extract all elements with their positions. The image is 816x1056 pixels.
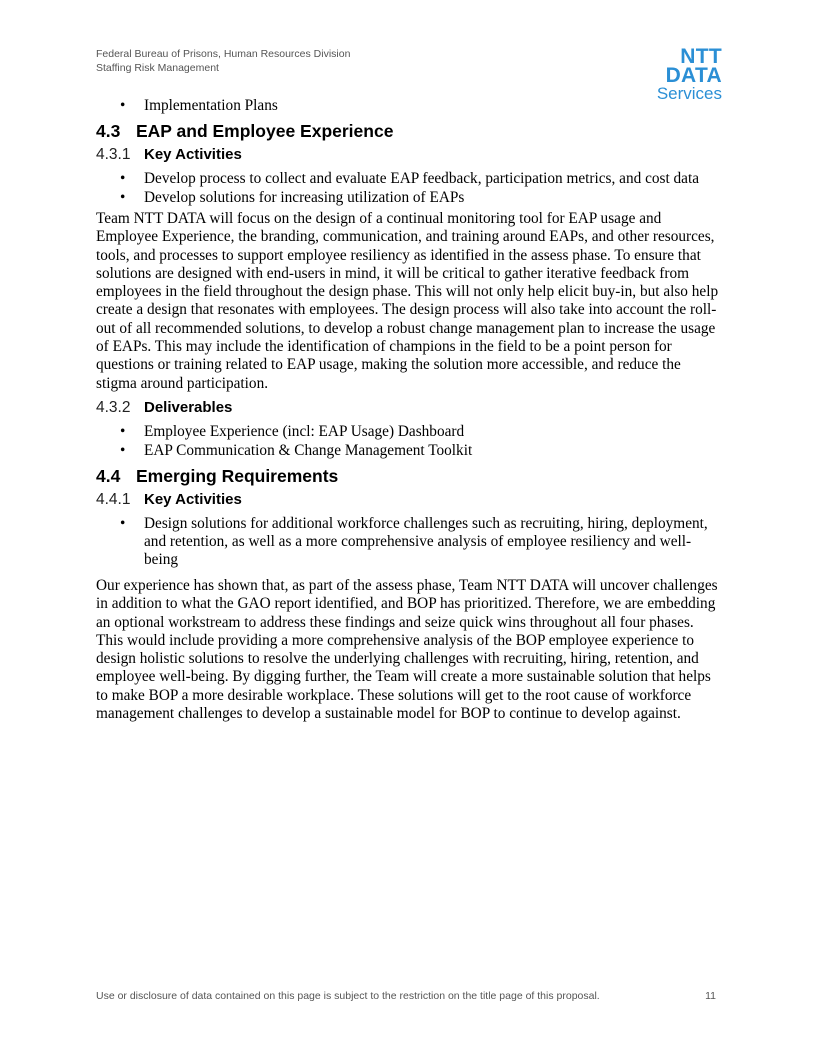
subsection-title: Key Activities <box>144 146 242 163</box>
header-org-line2: Staffing Risk Management <box>96 61 219 74</box>
subsection-title: Deliverables <box>144 398 233 416</box>
section-number: 4.3 <box>96 121 121 141</box>
subsection-number: 4.4.1 <box>96 490 131 508</box>
list-item: • Develop solutions for increasing utilization of EAPs <box>96 189 720 207</box>
document-body <box>96 97 720 723</box>
subsection-heading-4-3-2 <box>96 398 720 418</box>
subsection-heading-4-4-1 <box>96 490 720 510</box>
footer-notice: Use or disclosure of data contained on this page is subject to the restriction on the title page of this proposal. <box>96 990 600 1002</box>
list-item: • Employee Experience (incl: EAP Usage) Dashboard <box>96 423 720 441</box>
key-activities-list-4-4 <box>96 515 720 569</box>
section-heading-4-4 <box>96 465 720 487</box>
subsection-number: 4.3.2 <box>96 398 131 416</box>
key-activities-list-4-3 <box>96 170 720 207</box>
section-title: Emerging Requirements <box>136 465 339 486</box>
list-item: • Implementation Plans <box>96 97 720 115</box>
subsection-heading-4-3-1 <box>96 145 720 165</box>
section-title: EAP and Employee Experience <box>136 121 394 141</box>
logo-line2: Services <box>656 84 722 103</box>
deliverables-list-4-3 <box>96 423 720 460</box>
intro-bullet-list <box>96 97 720 115</box>
list-item: • Design solutions for additional workforce challenges such as recruiting, hiring, deployment, and retention, as well as a more comprehensive analysis of employee resiliency and well-being <box>96 515 720 569</box>
page-header <box>96 48 350 75</box>
paragraph-4-4: Our experience has shown that, as part of the assess phase, Team NTT DATA will uncover challenges in addition to what the GAO report identified, and BOP has prioritized. Therefore, we are embedding an optional workstream to address these findings and seize quick wins throughout all four phases. This would include providing a more comprehensive analysis of the BOP employee experience to design holistic solutions to resolve the underlying challenges with recruiting, hiring, retention, and employee well-being. By digging further, the Team will create a more sustainable solution that helps to make BOP a more desirable workplace. These solutions will get to the root cause of workforce management challenges to develop a sustainable model for BOP to continue to develop against. <box>96 576 718 723</box>
page-number: 11 <box>705 990 716 1002</box>
section-heading-4-3 <box>96 120 720 142</box>
page-footer <box>96 990 720 1002</box>
paragraph-4-3: Team NTT DATA will focus on the design of a continual monitoring tool for EAP usage and Employee Experience, the branding, communication, and training around EAPs, and other resources, tools, and processes to support employee resiliency as identified in the assess phase. To ensure that solutions are designed with end-users in mind, it will be critical to gather iterative feedback from employees in the field throughout the design phase. This will not only help elicit buy-in, but also help create a design that resonates with employees. The design process will also take into account the roll-out of all recommended solutions, to develop a robust change management plan to increase the usage of EAPs. This may include the identification of champions in the field to be a point person for questions or training related to EAP usage, making the solution more accessible, and reduce the stigma around participation. <box>96 210 719 392</box>
subsection-number: 4.3.1 <box>96 146 131 163</box>
logo-line1: NTT DATA <box>665 45 722 87</box>
section-number: 4.4 <box>96 465 121 486</box>
list-item: • Develop process to collect and evaluate EAP feedback, participation metrics, and cost data <box>96 170 720 188</box>
ntt-data-logo <box>622 47 722 103</box>
subsection-title: Key Activities <box>144 490 242 508</box>
header-org-line1: Federal Bureau of Prisons, Human Resources Division <box>96 48 351 60</box>
list-item: • EAP Communication & Change Management Toolkit <box>96 442 720 460</box>
